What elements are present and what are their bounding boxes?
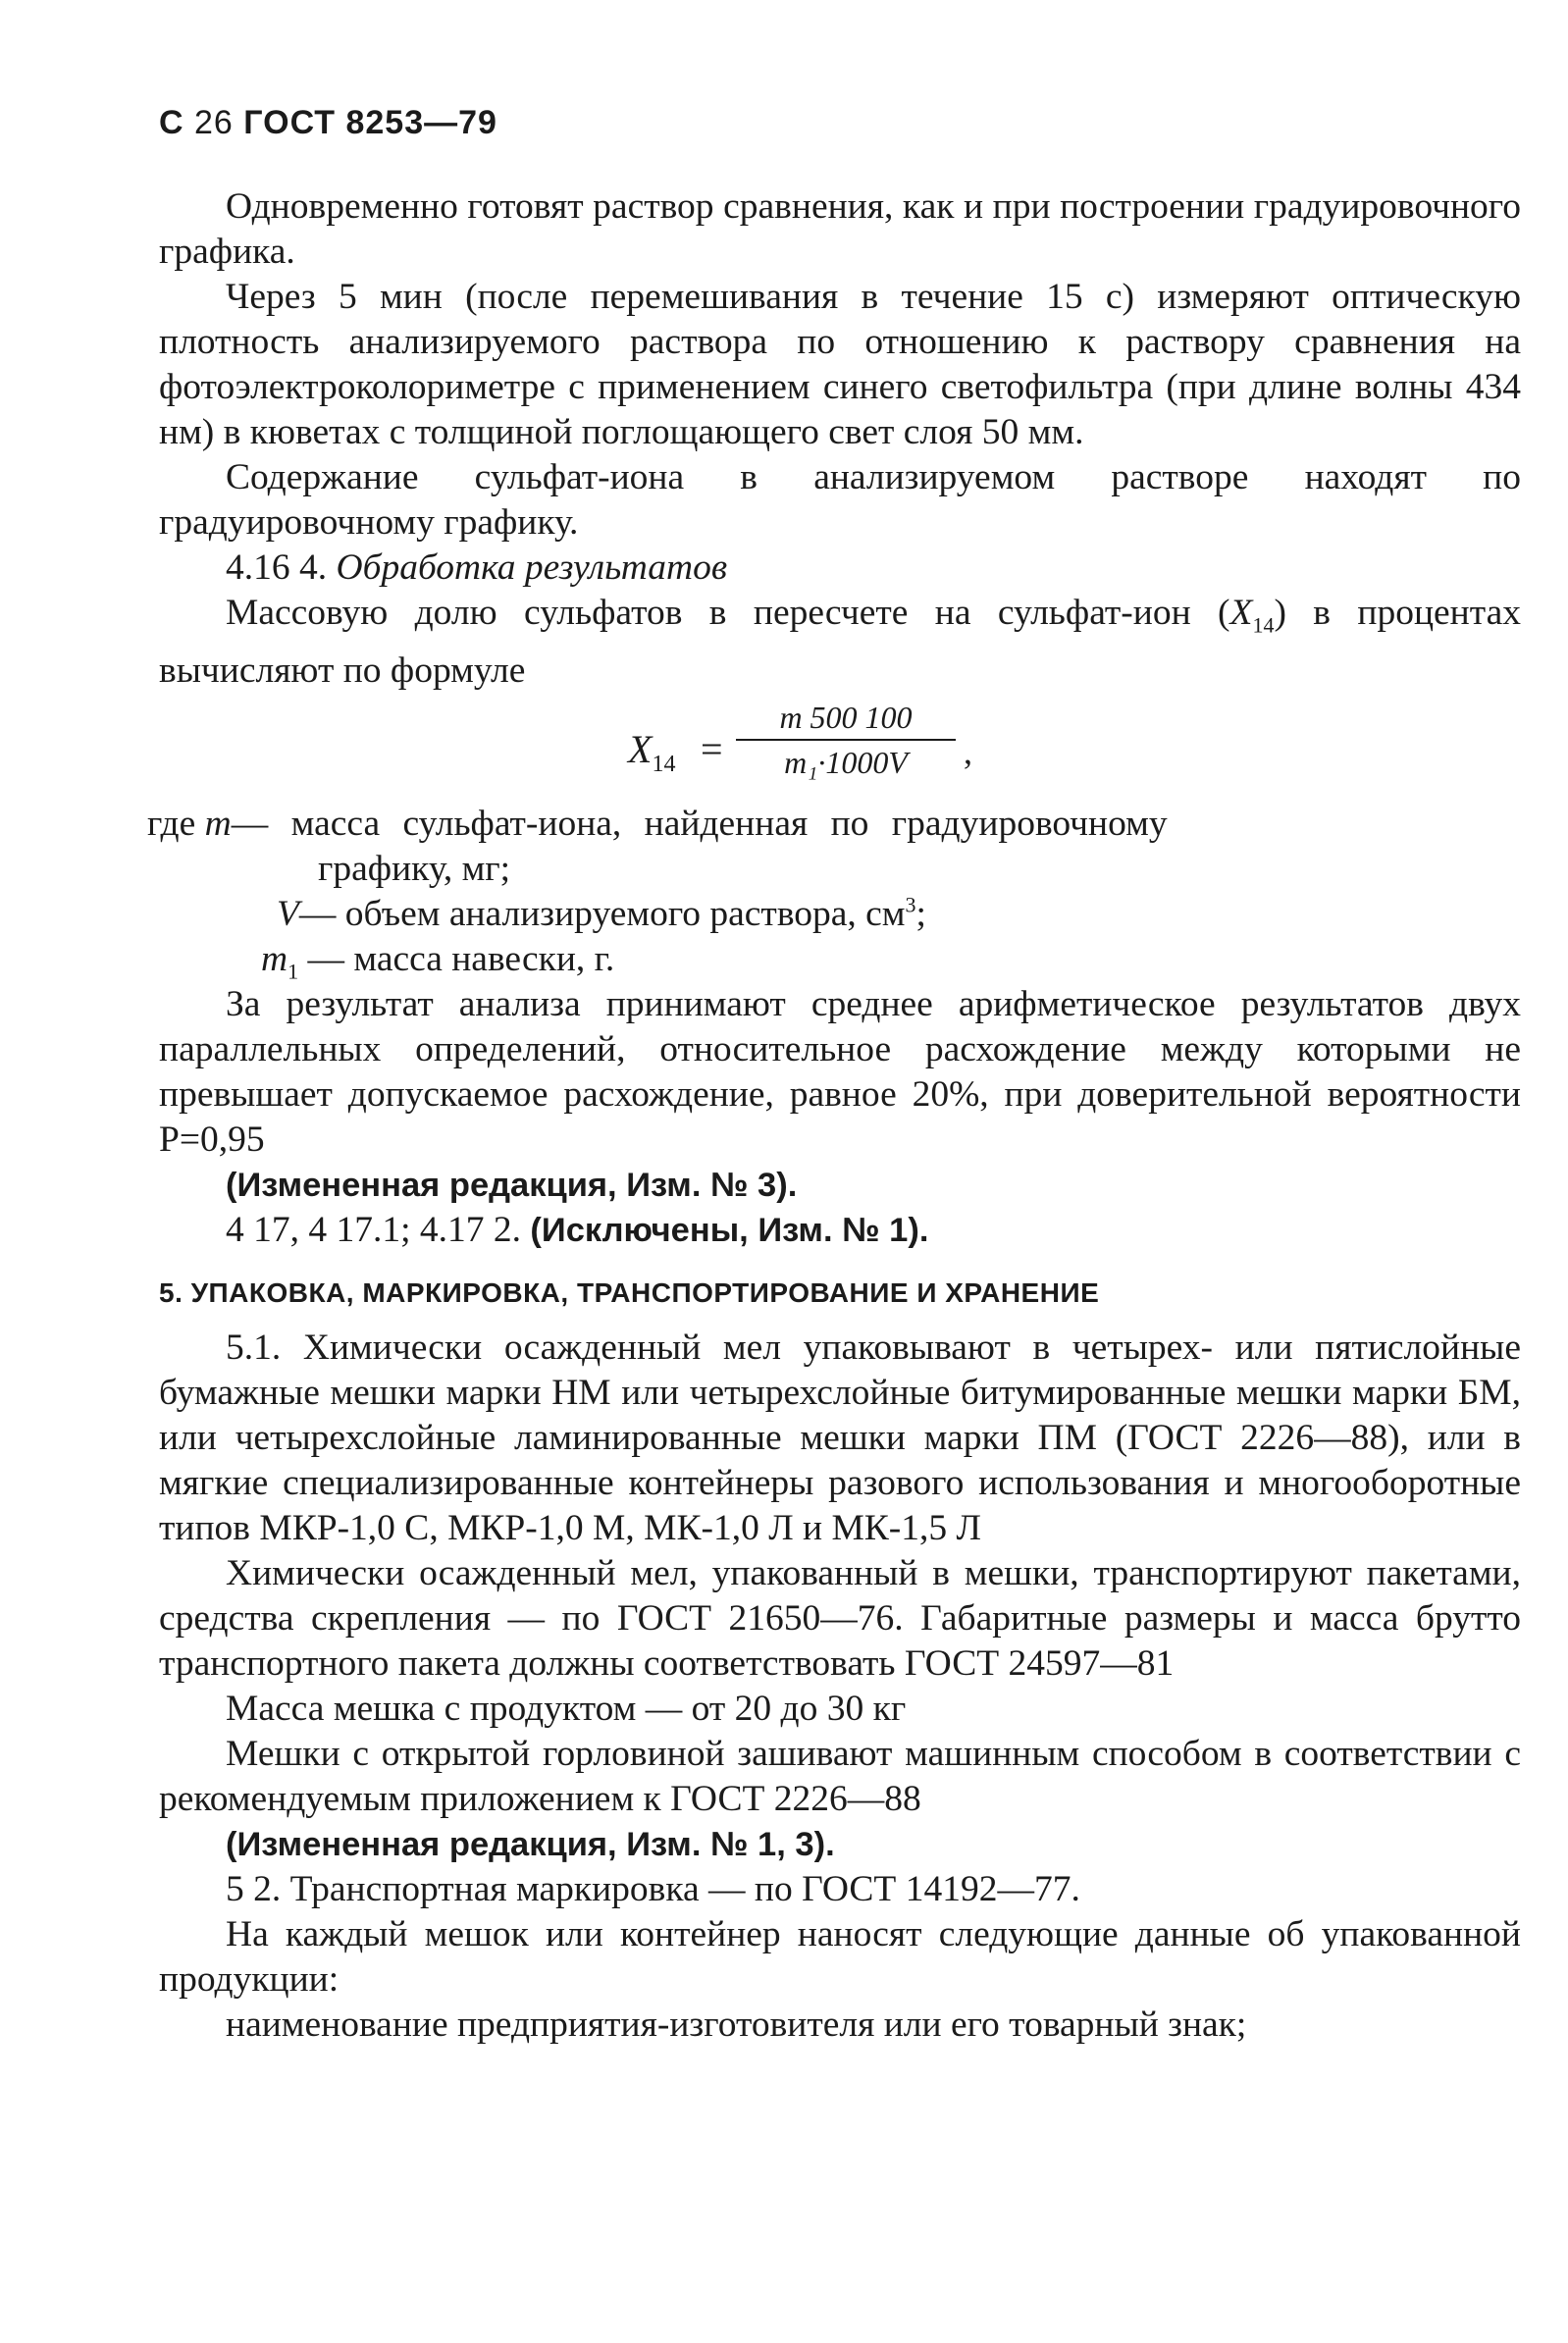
paragraph: 5 2. Транспортная маркировка — по ГОСТ 14192—77.	[226, 1868, 1080, 1909]
paragraph: За результат анализа принимают среднее арифметическое результатов двух параллельных определений, относительное расхождение между которыми не превышает допускаемое расхождение, равное 20%, при доверительной вероятности P=0,95	[159, 983, 1521, 1160]
formula-variable: X	[628, 726, 653, 771]
paragraph: Масса мешка с продуктом — от 20 до 30 кг	[226, 1688, 907, 1729]
formula-lhs	[628, 727, 675, 787]
paragraph: Содержание сульфат-иона в анализируемом растворе находят по градуировочному графику.	[159, 457, 1521, 543]
section-heading: 5. УПАКОВКА, МАРКИРОВКА, ТРАНСПОРТИРОВАНИЕ И ХРАНЕНИЕ	[159, 1276, 1100, 1308]
paragraph: Химически осажденный мел, упакованный в мешки, транспортируют пакетами, средства скрепления — по ГОСТ 21650—76. Габаритные размеры и масса брутто транспортного пакета должны соответствовать ГОСТ 24597—81	[159, 1552, 1521, 1684]
amendment-note: (Измененная редакция, Изм. № 1, 3).	[226, 1825, 835, 1863]
paragraph-text: Массовую долю сульфатов в пересчете на сульфат-ион (	[226, 593, 1230, 633]
definition-symbol: m	[261, 938, 288, 979]
definition-row	[261, 937, 1568, 995]
definitions-block	[147, 802, 1521, 983]
document-body	[147, 184, 1521, 2048]
variable-subscript: 14	[1252, 612, 1275, 638]
page-number: 26	[194, 104, 234, 141]
definition-text: — объем анализируемого раствора, см	[298, 893, 906, 934]
definition-lead: где	[147, 803, 196, 844]
definition-text: — масса навески, г.	[307, 938, 615, 979]
definition-symbol: V	[277, 893, 299, 934]
page-prefix: С	[159, 104, 184, 141]
definition-row	[277, 892, 1568, 937]
formula-equals: =	[701, 726, 723, 771]
paragraph: На каждый мешок или контейнер наносят следующие данные об упакованной продукции:	[159, 1913, 1521, 2000]
definition-text: — масса сульфат-иона, найденная по градуировочному	[231, 803, 1168, 844]
subsection-heading	[159, 546, 1521, 591]
formula-numerator: m 500 100	[736, 698, 956, 741]
page-header	[159, 104, 497, 142]
paragraph-text: ) в процентах вычисляют по формуле	[159, 593, 1521, 691]
formula	[159, 694, 1521, 802]
definition-continuation: графику, мг;	[318, 848, 511, 889]
formula-subscript: 14	[652, 751, 676, 777]
paragraph: Через 5 мин (после перемешивания в течение 15 с) измеряют оптическую плотность анализируемого раствора по отношению к раствору сравнения на фотоэлектроколориметре с применением синего светофильтра (при длине волны 434 нм) в кюветах с толщиной поглощающего свет слоя 50 мм.	[159, 277, 1521, 452]
subsection-number: 4.16 4.	[226, 547, 328, 588]
variable: X	[1229, 593, 1253, 633]
paragraph: 5.1. Химически осажденный мел упаковывают в четырех- или пятислойные бумажные мешки марки НМ или четырехслойные битумированные мешки марки БМ, или четырехслойные ламинированные мешки марки ПМ (ГОСТ 2226—88), или в мягкие специализированные контейнеры разового использования и многооборотные типов МКР-1,0 С, МКР-1,0 М, МК-1,0 Л и МК-1,5 Л	[159, 1327, 1521, 1548]
paragraph: Одновременно готовят раствор сравнения, как и при построении градуировочного графика.	[159, 186, 1521, 272]
paragraph: наименование предприятия-изготовителя или его товарный знак;	[226, 2004, 1247, 2045]
definition-subscript: 1	[287, 959, 299, 983]
definition-row	[147, 802, 1509, 847]
superscript: 3	[905, 892, 916, 916]
definition-end: ;	[915, 893, 926, 934]
formula-comma: ,	[964, 731, 972, 771]
subsection-title: Обработка результатов	[336, 547, 728, 588]
definition-symbol: m	[204, 803, 232, 844]
formula-denominator: m₁·1000V	[784, 744, 908, 780]
amendment-note: (Измененная редакция, Изм. № 3).	[226, 1166, 798, 1204]
clause-numbers: 4 17, 4 17.1; 4.17 2.	[226, 1209, 522, 1250]
paragraph	[159, 591, 1521, 694]
standard-code: ГОСТ 8253—79	[243, 104, 497, 141]
amendment-note: (Исключены, Изм. № 1).	[530, 1211, 929, 1249]
paragraph: Мешки с открытой горловиной зашивают машинным способом в соответствии с рекомендуемым приложением к ГОСТ 2226—88	[159, 1733, 1521, 1819]
paragraph	[159, 1208, 1521, 1253]
formula-fraction	[736, 698, 956, 782]
